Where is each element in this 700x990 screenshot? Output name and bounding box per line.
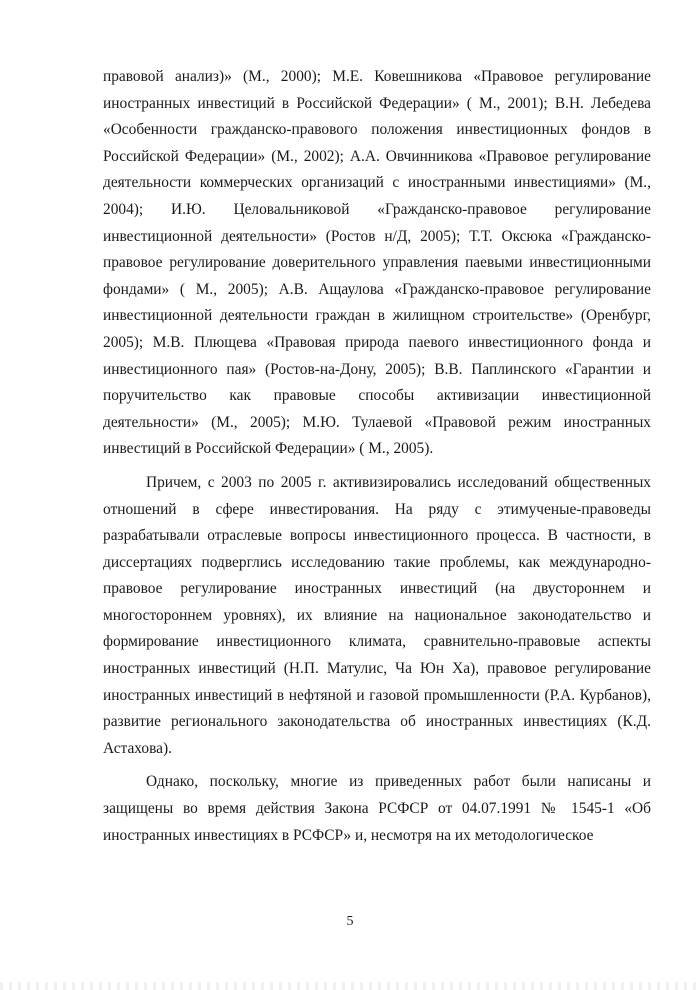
paragraph-continued: правовой анализ)» (М., 2000); М.Е. Ковешникова «Правовое регулирование иностранных инвестиций в Российской Федерации» ( М., 2001); В.Н. Лебедева «Особенности гражданско-правового положения инвестиционных фондов в Российской Федерации» (М., 2002); А.А. Овчинникова «Правовое регулирование деятельности коммерческих организаций с иностранными инвестициями» (М., 2004); И.Ю. Целовальниковой «Гражданско-правовое регулирование инвестиционной деятельности» (Ростов н/Д, 2005); Т.Т. Оксюка «Гражданско-правовое регулирование доверительного управления паевыми инвестиционными фондами» ( М., 2005); А.В. Ащаулова «Гражданско-правовое регулирование инвестиционной деятельности граждан в жилищном строительстве» (Оренбург, 2005); М.В. Плющева «Правовая природа паевого инвестиционного фонда и инвестиционного пая» (Ростов-на-Дону, 2005); В.В. Паплинского «Гарантии и поручительство как правовые способы активизации инвестиционной деятельности» (М., 2005); М.Ю. Тулаевой «Правовой режим иностранных инвестиций в Российской Федерации» ( М., 2005).: [103, 68, 651, 458]
body-text: [103, 64, 651, 849]
paragraph: Однако, поскольку, многие из приведенных работ были написаны и защищены во время действия Закона РСФСР от 04.07.1991 № 1545-1 «Об иностранных инвестициях в РСФСР» и, несмотря на их методологическое: [103, 773, 651, 844]
page-number: 5: [346, 914, 354, 929]
scan-edge: [0, 982, 700, 990]
paragraph: Причем, с 2003 по 2005 г. активизировались исследований общественных отношений в сфере инвестирования. На ряду с этимученые-правоведы разрабатывали отраслевые вопросы инвестиционного процесса. В частности, в диссертациях подверглись исследованию такие проблемы, как международно-правовое регулирование иностранных инвестиций (на двустороннем и многостороннем уровнях), их влияние на национальное законодательство и формирование инвестиционного климата, сравнительно-правовые аспекты иностранных инвестиций (Н.П. Матулис, Ча Юн Ха), правовое регулирование иностранных инвестиций в нефтяной и газовой промышленности (Р.А. Курбанов), развитие регионального законодательства об иностранных инвестициях (К.Д. Астахова).: [103, 473, 651, 757]
